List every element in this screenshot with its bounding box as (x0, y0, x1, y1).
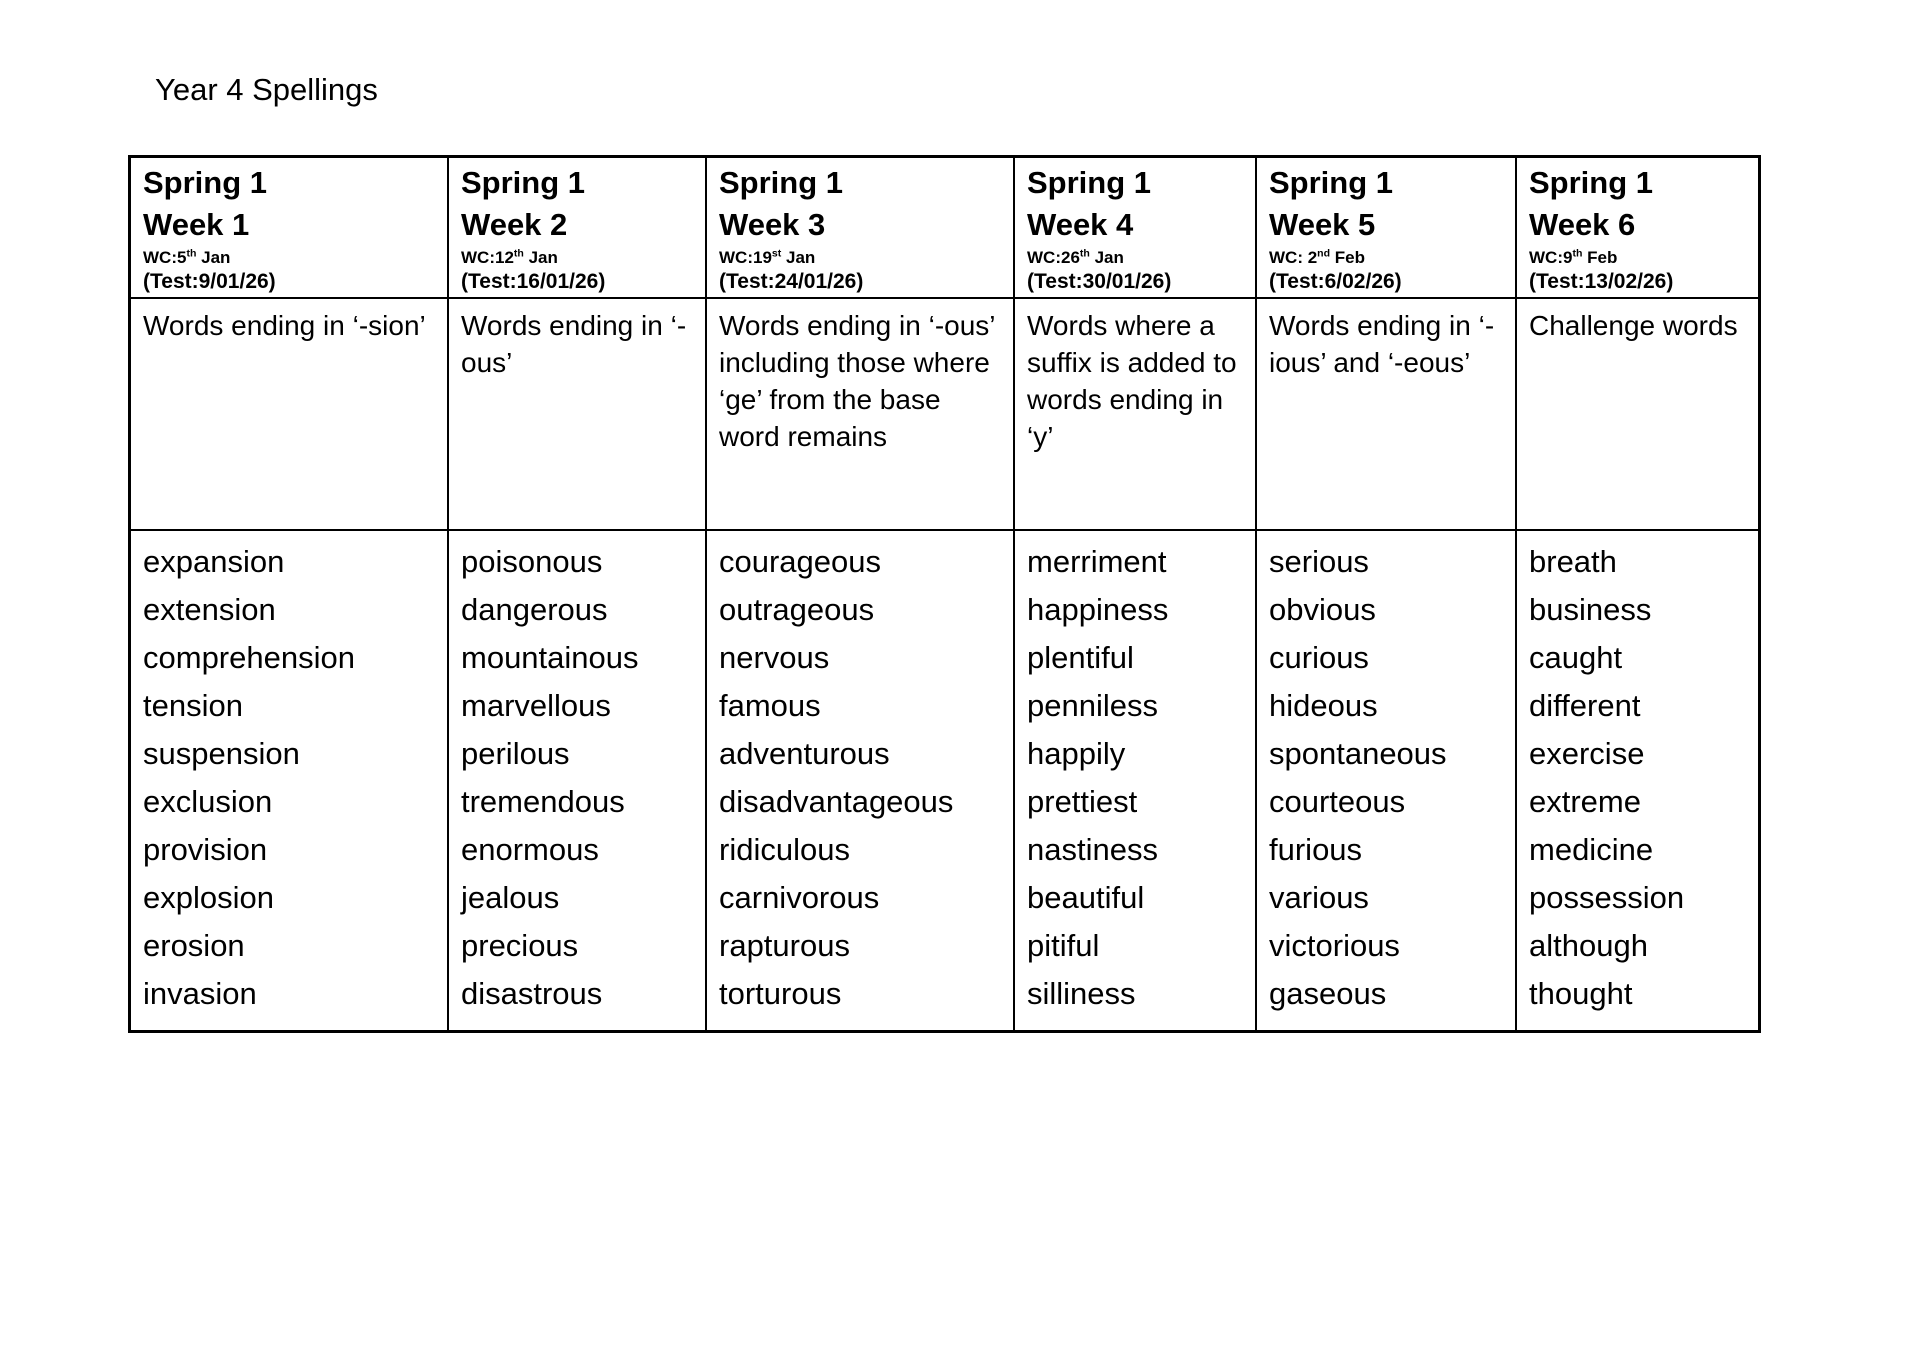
spelling-word: spontaneous (1269, 736, 1447, 771)
focus-cell-week-6: Challenge words (1517, 299, 1758, 531)
week-label: Week 2 (461, 207, 568, 242)
header-cell-week-4 (1015, 158, 1257, 299)
focus-cell-week-5: Words ending in ‘-ious’ and ‘-eous’ (1257, 299, 1517, 531)
word-list-week-5 (1257, 531, 1517, 1030)
spelling-word: invasion (143, 976, 257, 1011)
spelling-word: marvellous (461, 688, 611, 723)
term-label: Spring 1 (143, 165, 268, 200)
spelling-word: adventurous (719, 736, 890, 771)
spelling-word: precious (461, 928, 579, 963)
spelling-word: prettiest (1027, 784, 1138, 819)
spelling-word: carnivorous (719, 880, 880, 915)
term-label: Spring 1 (461, 165, 586, 200)
header-cell-week-1 (131, 158, 449, 299)
word-list-week-1 (131, 531, 449, 1030)
word-list-week-4 (1015, 531, 1257, 1030)
spelling-word: gaseous (1269, 976, 1387, 1011)
spelling-word: hideous (1269, 688, 1378, 723)
spellings-table (128, 155, 1761, 1033)
spelling-word: business (1529, 592, 1652, 627)
spelling-word: penniless (1027, 688, 1158, 723)
week-commencing-date: WC:19st Jan (719, 247, 816, 267)
spelling-word: although (1529, 928, 1648, 963)
focus-cell-week-3: Words ending in ‘-ous’ including those where ‘ge’ from the base word remains (707, 299, 1015, 531)
test-date: (Test:6/02/26) (1269, 270, 1402, 293)
ordinal-suffix: th (1572, 247, 1583, 260)
week-commencing-date: WC: 2nd Feb (1269, 247, 1365, 267)
spelling-word: nervous (719, 640, 830, 675)
spelling-word: merriment (1027, 544, 1167, 579)
test-date: (Test:9/01/26) (143, 270, 276, 293)
spelling-word: rapturous (719, 928, 850, 963)
ordinal-suffix: th (186, 247, 197, 260)
week-commencing-date: WC:26th Jan (1027, 247, 1124, 267)
focus-cell-week-1: Words ending in ‘-sion’ (131, 299, 449, 531)
ordinal-suffix: th (1079, 247, 1090, 260)
spelling-word: courteous (1269, 784, 1406, 819)
word-list-week-6 (1517, 531, 1758, 1030)
spelling-word: courageous (719, 544, 882, 579)
ordinal-suffix: st (771, 247, 782, 260)
spelling-word: pitiful (1027, 928, 1100, 963)
test-date: (Test:30/01/26) (1027, 270, 1172, 293)
week-label: Week 5 (1269, 207, 1376, 242)
week-commencing-date: WC:12th Jan (461, 247, 558, 267)
spelling-word: jealous (461, 880, 560, 915)
page-title: Year 4 Spellings (155, 72, 378, 107)
week-commencing-date: WC:5th Jan (143, 247, 231, 267)
spelling-word: erosion (143, 928, 245, 963)
spelling-word: exclusion (143, 784, 273, 819)
spelling-word: perilous (461, 736, 570, 771)
week-commencing-date: WC:9th Feb (1529, 247, 1618, 267)
spelling-word: curious (1269, 640, 1369, 675)
spelling-word: happiness (1027, 592, 1169, 627)
spelling-word: medicine (1529, 832, 1654, 867)
term-label: Spring 1 (1529, 165, 1654, 200)
spelling-word: plentiful (1027, 640, 1134, 675)
spelling-word: caught (1529, 640, 1623, 675)
spelling-word: outrageous (719, 592, 875, 627)
header-cell-week-5 (1257, 158, 1517, 299)
spelling-word: provision (143, 832, 268, 867)
spelling-word: victorious (1269, 928, 1400, 963)
spelling-word: tension (143, 688, 243, 723)
spelling-word: nastiness (1027, 832, 1158, 867)
focus-cell-week-2: Words ending in ‘-ous’ (449, 299, 707, 531)
week-label: Week 4 (1027, 207, 1134, 242)
spelling-word: furious (1269, 832, 1363, 867)
spelling-word: explosion (143, 880, 274, 915)
week-label: Week 6 (1529, 207, 1636, 242)
spelling-word: tremendous (461, 784, 625, 819)
word-list-week-3 (707, 531, 1015, 1030)
spelling-word: happily (1027, 736, 1126, 771)
header-cell-week-6 (1517, 158, 1758, 299)
spelling-word: obvious (1269, 592, 1376, 627)
spelling-word: thought (1529, 976, 1633, 1011)
spelling-word: mountainous (461, 640, 639, 675)
spelling-word: famous (719, 688, 821, 723)
spelling-word: expansion (143, 544, 285, 579)
header-cell-week-3 (707, 158, 1015, 299)
week-label: Week 3 (719, 207, 826, 242)
header-cell-week-2 (449, 158, 707, 299)
spelling-word: ridiculous (719, 832, 850, 867)
spelling-word: exercise (1529, 736, 1645, 771)
ordinal-suffix: nd (1317, 247, 1331, 260)
spelling-word: comprehension (143, 640, 355, 675)
spelling-word: dangerous (461, 592, 608, 627)
term-label: Spring 1 (1027, 165, 1152, 200)
spelling-word: torturous (719, 976, 842, 1011)
spelling-word: disadvantageous (719, 784, 954, 819)
spelling-word: different (1529, 688, 1641, 723)
test-date: (Test:24/01/26) (719, 270, 864, 293)
word-list-week-2 (449, 531, 707, 1030)
spelling-word: breath (1529, 544, 1617, 579)
spelling-word: silliness (1027, 976, 1136, 1011)
spelling-word: enormous (461, 832, 599, 867)
ordinal-suffix: th (513, 247, 524, 260)
focus-cell-week-4: Words where a suffix is added to words ending in ‘y’ (1015, 299, 1257, 531)
spelling-word: extension (143, 592, 276, 627)
test-date: (Test:13/02/26) (1529, 270, 1674, 293)
test-date: (Test:16/01/26) (461, 270, 606, 293)
spelling-word: poisonous (461, 544, 603, 579)
spelling-word: various (1269, 880, 1369, 915)
spelling-word: disastrous (461, 976, 603, 1011)
spelling-word: serious (1269, 544, 1369, 579)
spelling-word: extreme (1529, 784, 1641, 819)
spelling-word: suspension (143, 736, 300, 771)
spelling-word: beautiful (1027, 880, 1145, 915)
term-label: Spring 1 (1269, 165, 1394, 200)
week-label: Week 1 (143, 207, 250, 242)
spelling-word: possession (1529, 880, 1685, 915)
term-label: Spring 1 (719, 165, 844, 200)
